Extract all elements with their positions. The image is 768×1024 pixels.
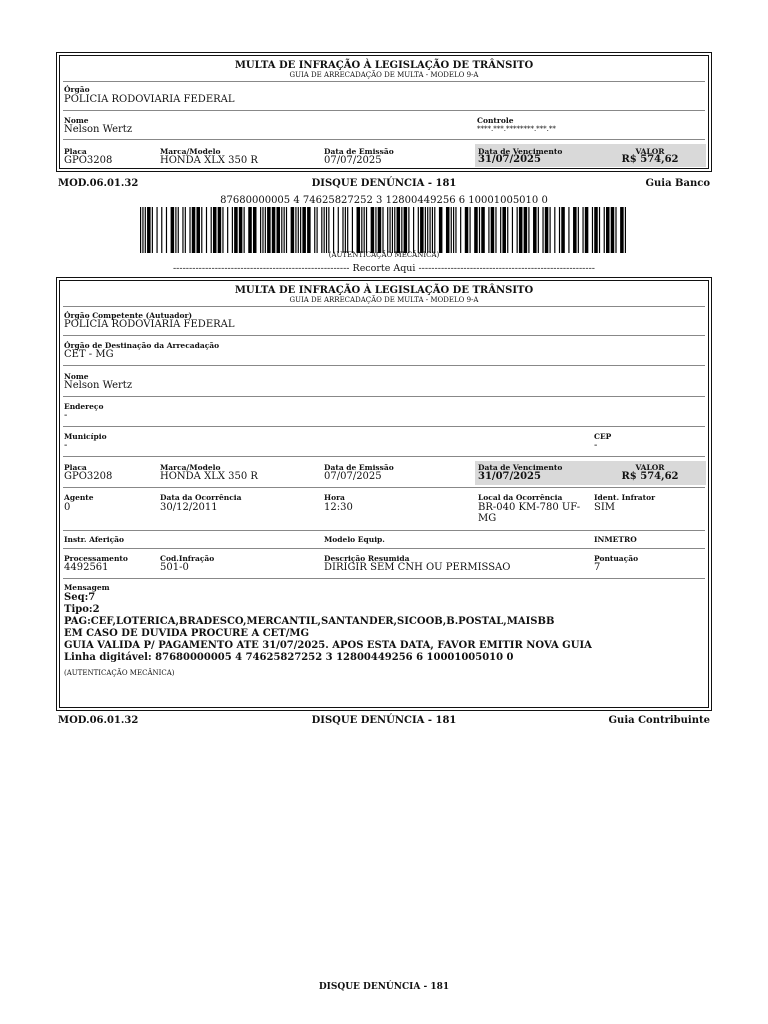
guia-contribuinte-inner-box <box>59 280 709 708</box>
barcode-bar <box>281 207 282 253</box>
autenticacao-banco: (AUTENTICAÇÃO MECÂNICA) <box>328 251 440 259</box>
hora-label: Hora <box>324 493 345 502</box>
barcode-bar <box>326 207 327 253</box>
mensagem-line-1: Seq:7 <box>64 592 96 603</box>
barcode-bar <box>272 207 276 253</box>
barcode-bar <box>192 207 196 253</box>
hora-value: 12:30 <box>324 502 353 513</box>
footer-right: Guia Banco <box>645 178 710 189</box>
footer-left: MOD.06.01.32 <box>58 178 139 189</box>
barcode-bar <box>512 207 513 253</box>
barcode-bar <box>364 207 365 253</box>
marca-value: HONDA XLX 350 R <box>160 155 258 166</box>
barcode-number: 87680000005 4 74625827252 3 12800449256 6 10001005010 0 <box>220 195 548 206</box>
page-footer: DISQUE DENÚNCIA - 181 <box>318 982 450 992</box>
endereco-value: - <box>64 410 68 421</box>
nome-label: Nome <box>64 116 89 125</box>
barcode-bar <box>611 207 615 253</box>
local-label: Local da Ocorrência <box>478 493 563 502</box>
valor-value: R$ 574,62 <box>621 471 679 482</box>
barcode-bar <box>465 207 469 253</box>
barcode-bar <box>260 207 261 253</box>
agente-label: Agente <box>64 493 94 502</box>
barcode-bar <box>171 207 175 253</box>
inmetro-label: INMETRO <box>594 535 637 544</box>
barcode-bar <box>397 207 401 253</box>
barcode-bar <box>594 207 598 253</box>
barcode-bar <box>178 207 179 253</box>
barcode-bar <box>317 207 318 253</box>
barcode-bar <box>545 207 549 253</box>
barcode-bar <box>392 207 393 253</box>
barcode-bar <box>568 207 569 253</box>
barcode-bar <box>324 207 325 253</box>
divider <box>63 110 705 111</box>
emissao-value: 07/07/2025 <box>324 471 382 482</box>
barcode-bar <box>307 207 311 253</box>
barcode-bar <box>152 207 153 253</box>
divider <box>63 396 705 397</box>
barcode-bar <box>481 207 485 253</box>
barcode-bar <box>387 207 388 253</box>
barcode-bar <box>425 207 426 253</box>
divider <box>63 335 705 336</box>
barcode-bar <box>140 207 141 253</box>
barcode-bar <box>265 207 266 253</box>
barcode-bar <box>345 207 346 253</box>
barcode-bar <box>366 207 367 253</box>
barcode-bar <box>161 207 162 253</box>
controle-value: ****.***.********.***.** <box>477 125 556 133</box>
barcode-bar <box>606 207 610 253</box>
valor-label: VALOR <box>635 147 665 156</box>
marca-label: Marca/Modelo <box>160 463 221 472</box>
barcode-bar <box>491 207 495 253</box>
barcode-bar <box>361 207 362 253</box>
barcode-bar <box>189 207 190 253</box>
placa-label: Placa <box>64 147 87 156</box>
barcode-bar <box>142 207 143 253</box>
footer-left: MOD.06.01.32 <box>58 715 139 726</box>
barcode-bar <box>248 207 252 253</box>
orgao-label: Órgão <box>64 85 90 94</box>
vencimento-value: 31/07/2025 <box>478 471 541 482</box>
barcode-bar <box>615 207 616 253</box>
divider <box>63 548 705 549</box>
vencimento-label: Data de Vencimento <box>478 147 563 156</box>
footer-center: DISQUE DENÚNCIA - 181 <box>311 715 457 726</box>
vencimento-label: Data de Vencimento <box>478 463 563 472</box>
barcode-bar <box>300 207 301 253</box>
nome-label: Nome <box>64 372 89 381</box>
barcode-bar <box>573 207 577 253</box>
barcode-bar <box>321 207 322 253</box>
codinfracao-value: 501-0 <box>160 562 189 573</box>
barcode-bar <box>439 207 443 253</box>
barcode-bar <box>434 207 435 253</box>
barcode-bar <box>542 207 543 253</box>
barcode-bar <box>429 207 430 253</box>
barcode-bar <box>314 207 315 253</box>
ident-infrator-value: SIM <box>594 502 616 513</box>
barcode-bar <box>333 207 334 253</box>
barcode-bar <box>495 207 496 253</box>
barcode-bar <box>389 207 390 253</box>
local-value: BR-040 KM-780 UF-MG <box>478 502 581 524</box>
barcode-bar <box>418 207 419 253</box>
municipio-value: - <box>64 440 68 451</box>
marca-label: Marca/Modelo <box>160 147 221 156</box>
barcode-bar <box>488 207 489 253</box>
barcode-bar <box>342 207 343 253</box>
barcode-bar <box>338 207 339 253</box>
barcode-bar <box>559 207 560 253</box>
barcode-bar <box>538 207 539 253</box>
mensagem-line-3: PAG:CEF,LOTERICA,BRADESCO,MERCANTIL,SANTANDER,SICOOB,B.POSTAL,MAISBB <box>64 616 555 627</box>
barcode-bar <box>147 207 151 253</box>
barcode-bar <box>213 207 217 253</box>
barcode-bar <box>451 207 452 253</box>
mensagem-line-5: GUIA VALIDA P/ PAGAMENTO ATE 31/07/2025. APOS ESTA DATA, FAVOR EMITIR NOVA GUIA <box>64 640 592 651</box>
barcode-bar <box>284 207 285 253</box>
barcode-bar <box>295 207 296 253</box>
divider <box>63 578 705 579</box>
barcode-bar <box>291 207 295 253</box>
descricao-label: Descrição Resumida <box>324 554 410 563</box>
barcode-bar <box>175 207 176 253</box>
descricao-value: DIRIGIR SEM CNH OU PERMISSAO <box>324 562 511 573</box>
guia-contribuinte-subtitle: GUIA DE ARRECADAÇÃO DE MULTA - MODELO 9-A <box>289 296 479 304</box>
barcode-bar <box>239 207 243 253</box>
guia-contribuinte-title: MULTA DE INFRAÇÃO À LEGISLAÇÃO DE TRÂNSITO <box>234 285 534 296</box>
barcode-bar <box>479 207 480 253</box>
footer-right: Guia Contribuinte <box>608 715 710 726</box>
orgao-competente-label: Órgão Competente (Autuador) <box>64 311 193 320</box>
modelo-equip-label: Modelo Equip. <box>324 535 385 544</box>
marca-value: HONDA XLX 350 R <box>160 471 258 482</box>
nome-value: Nelson Wertz <box>64 124 133 135</box>
mensagem-line-2: Tipo:2 <box>64 604 100 615</box>
barcode-bar <box>206 207 207 253</box>
barcode-bar <box>262 207 263 253</box>
barcode-bar <box>145 207 146 253</box>
guia-banco-inner-box <box>59 55 709 169</box>
vencimento-value: 31/07/2025 <box>478 154 541 165</box>
processamento-value: 4492561 <box>64 562 109 573</box>
barcode-bar <box>267 207 271 253</box>
ocorrencia-label: Data da Ocorrência <box>160 493 242 502</box>
valor-value: R$ 574,62 <box>621 154 679 165</box>
barcode-bar <box>474 207 478 253</box>
barcode-bar <box>286 207 287 253</box>
processamento-label: Processamento <box>64 554 128 563</box>
orgao-destinacao-label: Órgão de Destinação da Arrecadação <box>64 341 220 350</box>
barcode-bar <box>196 207 200 253</box>
autenticacao-contribuinte: (AUTENTICAÇÃO MECÂNICA) <box>64 669 175 677</box>
barcode-bar <box>328 207 329 253</box>
cep-value: - <box>594 440 598 451</box>
barcode-bar <box>277 207 281 253</box>
barcode-bar <box>578 207 579 253</box>
barcode <box>140 207 626 253</box>
barcode-bar <box>420 207 424 253</box>
mensagem-line-4: EM CASO DE DUVIDA PROCURE A CET/MG <box>64 628 309 639</box>
mensagem-line-6: Linha digitável: 87680000005 4 74625827252 3 12800449256 6 10001005010 0 <box>64 652 514 663</box>
barcode-bar <box>352 207 353 253</box>
barcode-bar <box>550 207 551 253</box>
barcode-bar <box>253 207 257 253</box>
barcode-bar <box>453 207 454 253</box>
barcode-bar <box>524 207 528 253</box>
barcode-bar <box>500 207 501 253</box>
divider <box>63 365 705 366</box>
placa-value: GPO3208 <box>64 155 113 166</box>
divider <box>63 139 705 140</box>
barcode-bar <box>469 207 470 253</box>
barcode-bar <box>201 207 202 253</box>
barcode-bar <box>302 207 306 253</box>
barcode-bar <box>625 207 626 253</box>
barcode-bar <box>166 207 167 253</box>
nome-value: Nelson Wertz <box>64 380 133 391</box>
emissao-value: 07/07/2025 <box>324 155 382 166</box>
barcode-bar <box>528 207 529 253</box>
footer-center: DISQUE DENÚNCIA - 181 <box>311 178 457 189</box>
barcode-bar <box>375 207 376 253</box>
controle-label: Controle <box>477 116 514 125</box>
barcode-bar <box>298 207 299 253</box>
divider <box>63 426 705 427</box>
orgao-competente-value: POLICIA RODOVIARIA FEDERAL <box>64 319 235 330</box>
barcode-bar <box>455 207 456 253</box>
barcode-bar <box>244 207 245 253</box>
barcode-bar <box>599 207 600 253</box>
barcode-bar <box>432 207 433 253</box>
barcode-bar <box>413 207 414 253</box>
barcode-bar <box>378 207 382 253</box>
barcode-bar <box>582 207 583 253</box>
barcode-bar <box>620 207 624 253</box>
agente-value: 0 <box>64 502 71 513</box>
divider <box>63 306 705 307</box>
barcode-bar <box>533 207 537 253</box>
barcode-bar <box>227 207 228 253</box>
guia-banco-title: MULTA DE INFRAÇÃO À LEGISLAÇÃO DE TRÂNSITO <box>234 60 534 71</box>
ident-infrator-label: Ident. Infrator <box>594 493 656 502</box>
divider <box>63 456 705 457</box>
mensagem-label: Mensagem <box>64 583 110 592</box>
divider <box>63 530 705 531</box>
ocorrencia-value: 30/12/2011 <box>160 502 218 513</box>
recorte-aqui: ------------------------------------------------------- Recorte Aqui ------------------------------------------------------- <box>172 263 596 274</box>
orgao-value: POLICIA RODOVIARIA FEDERAL <box>64 94 235 105</box>
barcode-bar <box>218 207 222 253</box>
barcode-bar <box>401 207 402 253</box>
barcode-bar <box>460 207 461 253</box>
barcode-bar <box>156 207 157 253</box>
barcode-bar <box>222 207 223 253</box>
emissao-label: Data de Emissão <box>324 147 394 156</box>
placa-label: Placa <box>64 463 87 472</box>
barcode-bar <box>517 207 518 253</box>
barcode-bar <box>357 207 361 253</box>
barcode-bar <box>519 207 523 253</box>
barcode-bar <box>404 207 408 253</box>
barcode-bar <box>232 207 233 253</box>
barcode-bar <box>182 207 183 253</box>
barcode-bar <box>604 207 605 253</box>
valor-label: VALOR <box>635 463 665 472</box>
cep-label: CEP <box>594 432 612 441</box>
pontuacao-label: Pontuação <box>594 554 639 563</box>
barcode-bar <box>446 207 450 253</box>
orgao-destinacao-value: CET - MG <box>64 349 114 360</box>
barcode-bar <box>502 207 506 253</box>
barcode-bar <box>382 207 383 253</box>
divider <box>63 81 705 82</box>
divider <box>63 487 705 488</box>
barcode-bar <box>394 207 395 253</box>
barcode-bar <box>507 207 508 253</box>
barcode-bar <box>211 207 212 253</box>
barcode-bar <box>427 207 428 253</box>
emissao-label: Data de Emissão <box>324 463 394 472</box>
endereco-label: Endereço <box>64 402 104 411</box>
codinfracao-label: Cod.Infração <box>160 554 215 563</box>
barcode-bar <box>585 207 589 253</box>
barcode-bar <box>408 207 409 253</box>
barcode-bar <box>561 207 565 253</box>
barcode-bar <box>234 207 238 253</box>
barcode-bar <box>185 207 186 253</box>
pontuacao-value: 7 <box>594 562 601 573</box>
barcode-bar <box>347 207 348 253</box>
guia-banco-subtitle: GUIA DE ARRECADAÇÃO DE MULTA - MODELO 9-A <box>289 71 479 79</box>
barcode-bar <box>371 207 375 253</box>
placa-value: GPO3208 <box>64 471 113 482</box>
municipio-label: Município <box>64 432 107 441</box>
instr-afericao-label: Instr. Aferição <box>64 535 125 544</box>
barcode-bar <box>554 207 555 253</box>
barcode-bar <box>592 207 593 253</box>
